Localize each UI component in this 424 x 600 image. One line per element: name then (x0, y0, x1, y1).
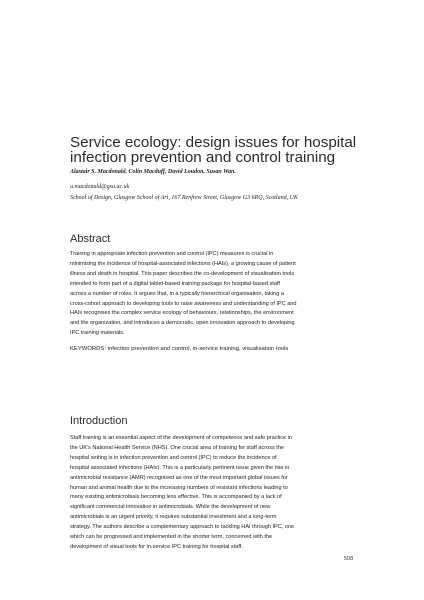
introduction-body (70, 434, 360, 553)
introduction-line: antimicrobial resistance (AMR) recognised as one of the most important global issues for (70, 474, 288, 481)
introduction-line: significant commercial innovation in antimicrobials. While the development of new (70, 504, 271, 511)
author-affiliation: School of Design, Glasgow School of Art, 167 Renfrew Street, Glasgow G3 6RQ, Scotland, UK (70, 195, 298, 201)
introduction-line: hospital setting is in infection prevention and control (IPC) to reduce the incidence of (70, 454, 277, 461)
introduction-line: human and animal health due to the increasing numbers of resistant infections leading to (70, 484, 288, 491)
introduction-line: hospital associated infections (HAIs). This is a particularly pertinent issue given the rise in (70, 464, 290, 471)
keywords-line: KEYWORDS: infection prevention and control, in-service training, visualisation tools (70, 346, 289, 352)
abstract-line: HAIs recognises the complex service ecology of behaviours, relationships, the environment (70, 310, 294, 317)
introduction-line: Staff training is an essential aspect of the development of competence and safe practice in (70, 435, 292, 441)
page-number: 508 (344, 556, 354, 562)
abstract-line: Training in appropriate infection prevention and control (IPC) measures is crucial in (70, 251, 274, 257)
paper-title (70, 135, 370, 165)
introduction-heading: Introduction (70, 415, 128, 427)
introduction-line: many existing antimicrobials becoming less effective. This is accompanied by a lack of (70, 494, 282, 501)
introduction-line: strategy. The authors describe a complementary approach to tackling HAI through IPC, one (70, 524, 295, 531)
abstract-line: IPC training materials. (70, 330, 125, 337)
abstract-body (70, 250, 360, 339)
introduction-line: which can be progressed and implemented in the shorter term, concerned with the (70, 534, 273, 541)
abstract-heading: Abstract (70, 233, 111, 245)
title-line: infection prevention and control training (70, 149, 336, 166)
abstract-line: cross-cohort approach to developing tools to raise awareness and understanding of IPC and (70, 300, 297, 307)
title-line: Service ecology: design issues for hospital (70, 134, 357, 151)
contact-email: a.macdonald@gsa.ac.uk (70, 184, 130, 190)
introduction-line: antimicrobials is an urgent priority, it requires substantial investment and a long-term (70, 514, 277, 521)
author-list: Alastair S. Macdonald, Colin Macduff, David Loudon, Susan Wan. (70, 169, 236, 175)
abstract-line: illness and death in hospital. This paper describes the co-development of visualisation tools (70, 270, 295, 277)
abstract-line: across a number of roles. It argues that, in a typically hierarchical organisation, taking a (70, 290, 284, 297)
abstract-line: intended to form part of a digital tablet-based training package for hospital-based staff (70, 280, 280, 287)
introduction-line: development of visual tools for in-service IPC training for hospital staff. (70, 543, 243, 550)
abstract-line: and the organization, and introduces a democratic, open innovation approach to developing (70, 320, 295, 327)
introduction-line: the UK's National Health Service (NHS). One crucial area of training for staff across the (70, 444, 285, 451)
abstract-line: minimising the incidence of hospital-associated infections (HAIs), a growing cause of patient (70, 260, 296, 267)
